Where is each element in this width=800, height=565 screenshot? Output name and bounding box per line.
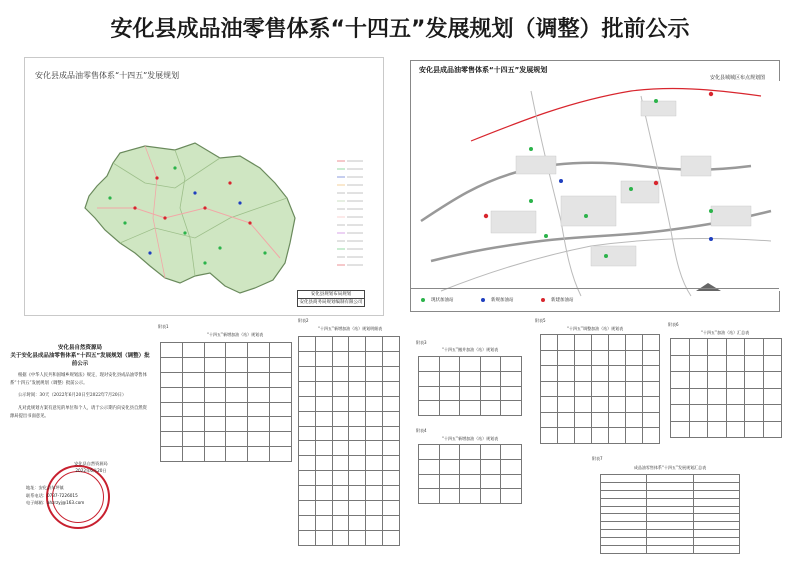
table-title: “十四五”新增加油（站）规划表 (441, 436, 499, 441)
notice-paragraph: 根据《中华人民共和国城乡规划法》规定，现对安化县成品油零售体系“十四五”发展规划（调整）批前公示。 (10, 373, 147, 387)
notice-paragraph: 凡对此规划方案有意见的单位和个人，请于公示期内向安化县自然资源局提出书面意见。 (10, 405, 147, 419)
public-notice (10, 330, 150, 560)
county-map-panel (24, 57, 384, 316)
legend-item (421, 297, 454, 303)
table-title: “十四五”调整加油（站）规划表 (566, 326, 624, 331)
city-map-legend (411, 288, 779, 311)
contact-line: 联系电话：0737-7226015 (26, 492, 78, 498)
city-map-title: 安化县成品油零售体系“十四五”发展规划 (419, 66, 548, 74)
table-5 (540, 334, 660, 444)
table-6 (670, 338, 782, 438)
notice-signature (56, 460, 126, 474)
city-map-subtitle: 安化县城城区布点规划图 (709, 75, 765, 81)
title-block-line: 安化县规划布局规划 (298, 291, 364, 299)
legend-item (541, 297, 574, 303)
table-label: 附表1 (158, 324, 169, 329)
legend-label: 新建加油站 (551, 298, 574, 303)
table-label: 附表3 (416, 340, 427, 345)
table-4 (418, 444, 522, 504)
county-map-caption: 安化县成品油零售体系“十四五”发展规划 (35, 71, 180, 80)
legend-green-dot (421, 298, 425, 302)
county-map-title-block (297, 290, 365, 307)
signature-line: 安化县自然资源局 (74, 461, 108, 466)
contact-line: 电子邮箱：ahzrzyj@163.com (26, 500, 85, 505)
notice-paragraph: 公示时间：30天（2022年6月20日至2022年7月20日） (18, 393, 127, 399)
notice-heading: 关于安化县成品油零售体系“十四五”发展规划（调整）批前公示 (10, 353, 150, 367)
table-title: “十四五”撤并加油（站）规划表 (441, 347, 499, 352)
table-label: 附表2 (298, 318, 309, 323)
signature-line: 2022年6月20日 (75, 468, 107, 473)
table-title: “十四五”加油（站）汇总表 (700, 330, 750, 335)
contact-line: 地址：安化县东坪镇 (26, 485, 64, 490)
city-map-panel (410, 60, 780, 312)
legend-label: 新规加油站 (491, 298, 514, 303)
legend-red-dot (541, 298, 545, 302)
table-7 (600, 474, 740, 554)
table-2 (298, 336, 400, 546)
table-title: 成品油零售体系“十四五”发展规划汇总表 (633, 465, 707, 470)
table-3 (418, 356, 522, 416)
city-map (411, 61, 781, 313)
table-label: 附表5 (535, 318, 546, 323)
table-title: “十四五”新增加油（站）规划明细表 (317, 326, 383, 331)
legend-item (481, 297, 514, 303)
title-block-line: 安化县商务局规划编制有限公司 (299, 300, 363, 305)
page-title: 安化县成品油零售体系“十四五”发展规划（调整）批前公示 (110, 17, 690, 42)
county-map (25, 58, 385, 317)
table-1 (160, 342, 292, 462)
table-label: 附表7 (592, 456, 603, 461)
legend-blue-dot (481, 298, 485, 302)
notice-org: 安化县自然资源局 (57, 345, 102, 351)
table-title: “十四五”新增加油（站）规划表 (206, 332, 264, 337)
county-map-legend (335, 155, 367, 275)
table-label: 附表4 (416, 428, 427, 433)
notice-contact (26, 484, 146, 507)
table-label: 附表6 (668, 322, 679, 327)
legend-label: 现状加油站 (431, 298, 454, 303)
